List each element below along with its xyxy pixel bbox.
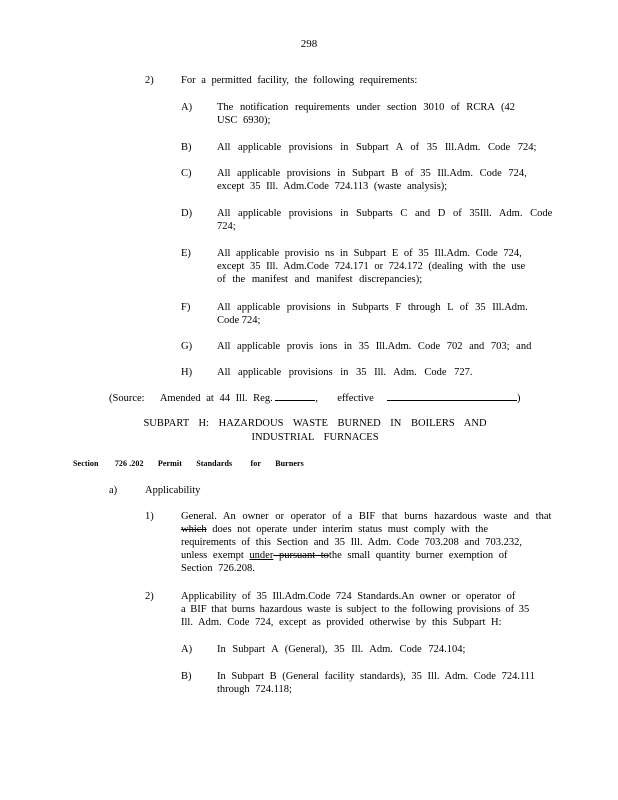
para-text: unless exempt: [181, 550, 250, 561]
subitem-line: 724;: [217, 221, 236, 232]
section-number: 726 .202: [114, 459, 144, 468]
inserted-text: under: [249, 550, 274, 561]
source-amended: Amended at 44 Ill. Reg.: [159, 393, 273, 404]
source-note: (Source: Amended at 44 Ill. Reg. , effective ): [109, 393, 521, 404]
para-2b-line1: In Subpart B (General facility standards), 35 Ill. Adm. Code 724.111: [217, 671, 535, 682]
effective-date-blank: [387, 400, 517, 401]
para-1-label: 1): [145, 511, 154, 522]
para-line: [181, 523, 488, 536]
subpart-heading: [100, 417, 530, 445]
struck-text: pursuant to: [273, 550, 329, 561]
subitem-line: All applicable provisions in Subpart A of 35 Ill.Adm. Code 724;: [217, 142, 537, 153]
para-line: a BIF that burns hazardous waste is subject to the following provisions of 35: [181, 604, 530, 615]
para-2b-label: B): [181, 671, 192, 682]
subitem-label: B): [181, 142, 192, 153]
struck-text: which: [181, 524, 207, 535]
subitem-line: All applicable provisions in Subparts F through L of 35 Ill.Adm.: [217, 302, 528, 313]
section-title-1: Permit: [157, 459, 182, 468]
subitem-line: All applicable provisions in 35 Ill. Adm. Code 727.: [217, 367, 473, 378]
para-2a-label: A): [181, 644, 193, 655]
para-line: requirements of this Section and 35 Ill. Adm. Code 703.208 and 703.232,: [181, 537, 522, 548]
para-2-label: 2): [145, 591, 154, 602]
item-2-text: For a permitted facility, the following requirements:: [181, 75, 418, 86]
para-2a-text: In Subpart A (General), 35 Ill. Adm. Code 724.104;: [217, 644, 466, 655]
subpart-heading-line2: INDUSTRIAL FURNACES: [251, 432, 379, 443]
subitem-label: A): [181, 102, 193, 113]
section-title-2: Standards: [196, 459, 233, 468]
page-number: 298: [300, 38, 318, 50]
section-word: Section: [73, 459, 99, 468]
subsection-a-label: a): [109, 485, 118, 496]
subitem-line: All applicable provisions in Subpart B of 35 Ill.Adm. Code 724,: [217, 168, 527, 179]
subitem-line: All applicable provisio ns in Subpart E of 35 Ill.Adm. Code 724,: [217, 248, 522, 259]
para-line: [181, 549, 508, 562]
para-text: does not operate under interim status must comply with the: [206, 524, 489, 535]
source-effective: effective: [337, 393, 374, 404]
para-line: Section 726.208.: [181, 563, 255, 574]
subitem-label: G): [181, 341, 193, 352]
source-prefix: (Source:: [109, 393, 145, 404]
subitem-line: Code 724;: [217, 315, 261, 326]
subitem-line: except 35 Ill. Adm.Code 724.113 (waste analysis);: [217, 181, 448, 192]
section-title-3: for: [250, 459, 261, 468]
source-close: ): [517, 393, 521, 404]
register-blank: [275, 400, 315, 401]
subitem-label: H): [181, 367, 193, 378]
subpart-heading-line1: SUBPART H: HAZARDOUS WASTE BURNED IN BOILERS AND: [143, 418, 487, 429]
para-line: Ill. Adm. Code 724, except as provided otherwise by this Subpart H:: [181, 617, 502, 628]
para-line: Applicability of 35 Ill.Adm.Code 724 Standards.An owner or operator of: [181, 591, 516, 602]
subitem-label: C): [181, 168, 192, 179]
para-line: General. An owner or operator of a BIF that burns hazardous waste and that: [181, 511, 552, 522]
subitem-label: D): [181, 208, 193, 219]
section-heading: [73, 459, 304, 468]
item-2-label: 2): [145, 75, 154, 86]
subitem-line: The notification requirements under section 3010 of RCRA (42: [217, 102, 515, 113]
para-text: the small quantity burner exemption of: [328, 550, 508, 561]
subitem-line: of the manifest and manifest discrepancies);: [217, 274, 423, 285]
subitem-line: except 35 Ill. Adm.Code 724.171 or 724.172 (dealing with the use: [217, 261, 526, 272]
para-2b-line2: through 724.118;: [217, 684, 292, 695]
subitem-line: All applicable provisions in Subparts C and D of 35Ill. Adm. Code: [217, 208, 553, 219]
subitem-label: F): [181, 302, 191, 313]
subitem-line: USC 6930);: [217, 115, 271, 126]
subitem-line: All applicable provis ions in 35 Ill.Adm. Code 702 and 703; and: [217, 341, 532, 352]
subitem-label: E): [181, 248, 191, 259]
section-title-4: Burners: [275, 459, 304, 468]
subsection-a-title: Applicability: [145, 485, 201, 496]
